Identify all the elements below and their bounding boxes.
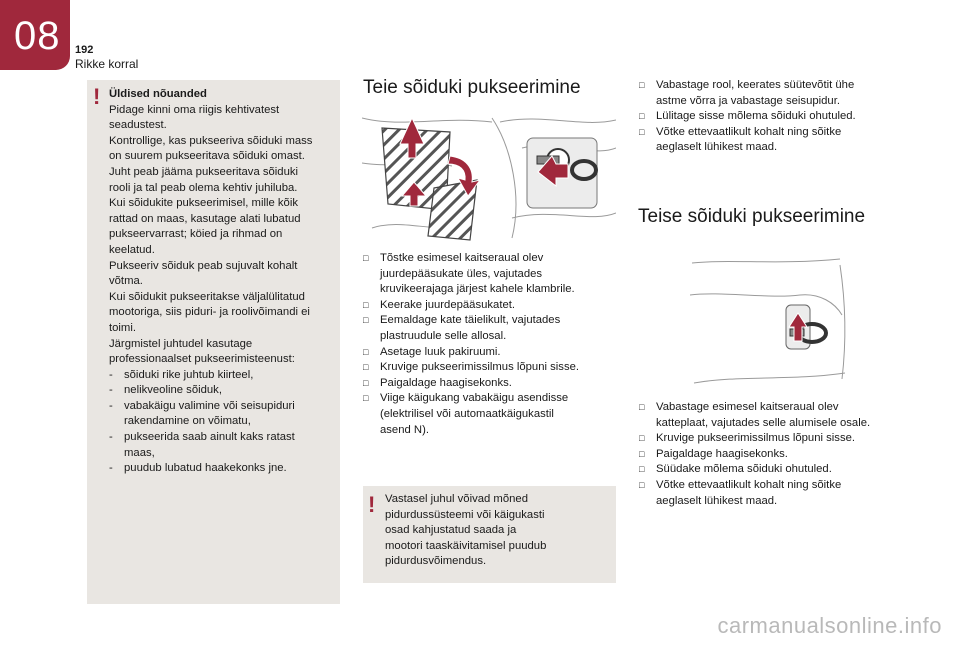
dash-item	[109, 430, 312, 446]
step-text: Eemaldage kate täielikult, vajutades plastruudule selle allosal.	[380, 314, 561, 342]
dash-item-continuation: maas,	[124, 446, 155, 459]
bullet-icon: □	[639, 80, 645, 90]
dash-item-text: pukseerida saab ainult kaks ratast	[124, 431, 295, 444]
own-towing-steps	[363, 251, 613, 438]
step-item	[363, 298, 613, 314]
step-item	[639, 78, 899, 109]
dash-item	[109, 383, 312, 399]
bullet-icon: □	[639, 126, 645, 137]
other-towing-steps	[639, 400, 929, 509]
dash-item-continuation: rakendamine on võimatu,	[124, 415, 251, 428]
dash-mark: -	[109, 431, 113, 444]
front-bumper-cover-illustration	[362, 108, 616, 243]
dash-item-text: vabakäigu valimine või seisupiduri	[124, 399, 295, 412]
bullet-icon: □	[363, 377, 369, 388]
step-item	[363, 376, 613, 392]
warning-mark: !	[368, 492, 376, 517]
step-item	[639, 431, 929, 447]
dash-item-text: puudub lubatud haakekonks jne.	[124, 462, 287, 475]
bullet-icon: □	[363, 253, 369, 263]
step-item	[363, 360, 613, 376]
step-text: Asetage luuk pakiruumi.	[380, 345, 501, 358]
warning-text	[385, 492, 546, 570]
step-item	[363, 391, 613, 438]
rear-bumper-towing-eye-illustration	[690, 255, 850, 390]
step-item	[639, 109, 899, 125]
step-item	[363, 313, 613, 344]
dash-item	[109, 399, 312, 415]
bullet-icon: □	[639, 433, 645, 444]
bullet-icon: □	[639, 464, 645, 475]
advice-line: Kui sõidukit pukseeritakse väljalülitatud	[109, 290, 305, 303]
warning-line: pidurdussüsteemi või käigukasti	[385, 508, 545, 521]
step-item	[639, 447, 929, 463]
advice-line: rooli ja tal peab olema kehtiv juhiluba.	[109, 181, 298, 194]
step-item	[363, 251, 613, 298]
bullet-icon: □	[363, 299, 369, 310]
dash-mark: -	[109, 384, 113, 397]
step-text: Vabastage esimesel kaitseraual olev katteplaat, vajutades selle alumisele osale.	[656, 401, 871, 429]
bullet-icon: □	[363, 315, 369, 326]
advice-line: Järgmistel juhtudel kasutage	[109, 337, 253, 350]
step-text: Tõstke esimesel kaitseraual olev juurdepääsukate üles, vajutades kruvikeerajaga järjest kahele klambrile.	[380, 252, 575, 296]
step-text: Võtke ettevaatlikult kohalt ning sõitke aeglaselt lühikest maad.	[656, 478, 842, 507]
advice-line: Kui sõidukite pukseerimisel, mille kõik	[109, 197, 298, 210]
towing-eye-screw-illustration	[527, 138, 597, 208]
advice-line: rattad on maas, kasutage alati lubatud	[109, 212, 301, 225]
step-item	[363, 345, 613, 361]
bullet-icon: □	[363, 346, 369, 357]
dash-mark: -	[109, 368, 113, 381]
advice-line: seadustest.	[109, 119, 167, 132]
advice-line: Kontrollige, kas pukseeriva sõiduki mass	[109, 134, 313, 147]
bullet-icon: □	[639, 448, 645, 459]
step-text: Paigaldage haagisekonks.	[656, 447, 788, 460]
step-text: Kruvige pukseerimissilmus lõpuni sisse.	[380, 361, 580, 374]
step-text: Viige käigukang vabakäigu asendisse (elektrilisel või automaatkäigukastil asend N).	[380, 392, 569, 436]
step-text: Kruvige pukseerimissilmus lõpuni sisse.	[656, 432, 856, 445]
page-number: 192	[75, 44, 94, 56]
step-text: Keerake juurdepääsukatet.	[380, 298, 516, 311]
step-item	[639, 400, 929, 431]
dash-item-text: sõiduki rike juhtub kiirteel,	[124, 368, 254, 381]
step-item	[639, 478, 929, 509]
step-text: Võtke ettevaatlikult kohalt ning sõitke aeglaselt lühikest maad.	[656, 125, 842, 154]
advice-line: keelatud.	[109, 243, 155, 256]
advice-line: pukseervarrast; köied ja rihmad on	[109, 228, 283, 241]
warning-line: pidurdusvõimendus.	[385, 555, 487, 568]
step-text: Lülitage sisse mõlema sõiduki ohutuled.	[656, 110, 856, 123]
general-advice-heading: Üldised nõuanded	[109, 88, 207, 100]
warning-line: mootori taaskäivitamisel puudub	[385, 539, 547, 552]
step-text: Vabastage rool, keerates süütevõtit ühe astme võrra ja vabastage seisupidur.	[656, 79, 855, 107]
advice-line: mootoriga, siis piduri- ja roolivõimandi ei	[109, 306, 310, 319]
advice-line: Pukseeriv sõiduk peab sujuvalt kohalt	[109, 259, 298, 272]
chapter-title: Rikke korral	[75, 57, 139, 71]
own-towing-steps-continued	[639, 78, 899, 156]
advice-line: Juht peab jääma pukseeritava sõiduki	[109, 165, 299, 178]
watermark: carmanualsonline.info	[717, 613, 942, 638]
dash-item	[109, 461, 312, 477]
section-title-own-towing: Teie sõiduki pukseerimine	[363, 77, 581, 98]
step-item	[639, 462, 929, 478]
bullet-icon: □	[639, 402, 645, 412]
step-item	[639, 125, 899, 156]
dash-item	[109, 368, 312, 384]
chapter-number: 08	[14, 14, 61, 58]
warning-line: osad kahjustatud saada ja	[385, 524, 517, 537]
bullet-icon: □	[363, 362, 369, 373]
general-advice-text	[109, 87, 312, 477]
section-title-other-towing: Teise sõiduki pukseerimine	[638, 206, 866, 227]
bullet-icon: □	[639, 111, 645, 122]
advice-line: toimi.	[109, 321, 136, 334]
chapter-tab	[0, 0, 70, 70]
step-text: Paigaldage haagisekonks.	[380, 376, 512, 389]
advice-line: Pidage kinni oma riigis kehtivatest	[109, 103, 280, 116]
warning-line: Vastasel juhul võivad mõned	[385, 493, 528, 505]
dash-mark: -	[109, 462, 113, 475]
advice-line: võtma.	[109, 275, 143, 288]
advice-line: professionaalset pukseerimisteenust:	[109, 353, 295, 366]
advice-line: on suurem pukseeritava sõiduki omast.	[109, 150, 305, 163]
step-text: Süüdake mõlema sõiduki ohutuled.	[656, 463, 832, 476]
dash-item-text: nelikveoline sõiduk,	[124, 384, 222, 397]
bullet-icon: □	[363, 393, 369, 404]
warning-mark: !	[93, 84, 101, 109]
dash-mark: -	[109, 399, 113, 412]
bullet-icon: □	[639, 479, 645, 490]
